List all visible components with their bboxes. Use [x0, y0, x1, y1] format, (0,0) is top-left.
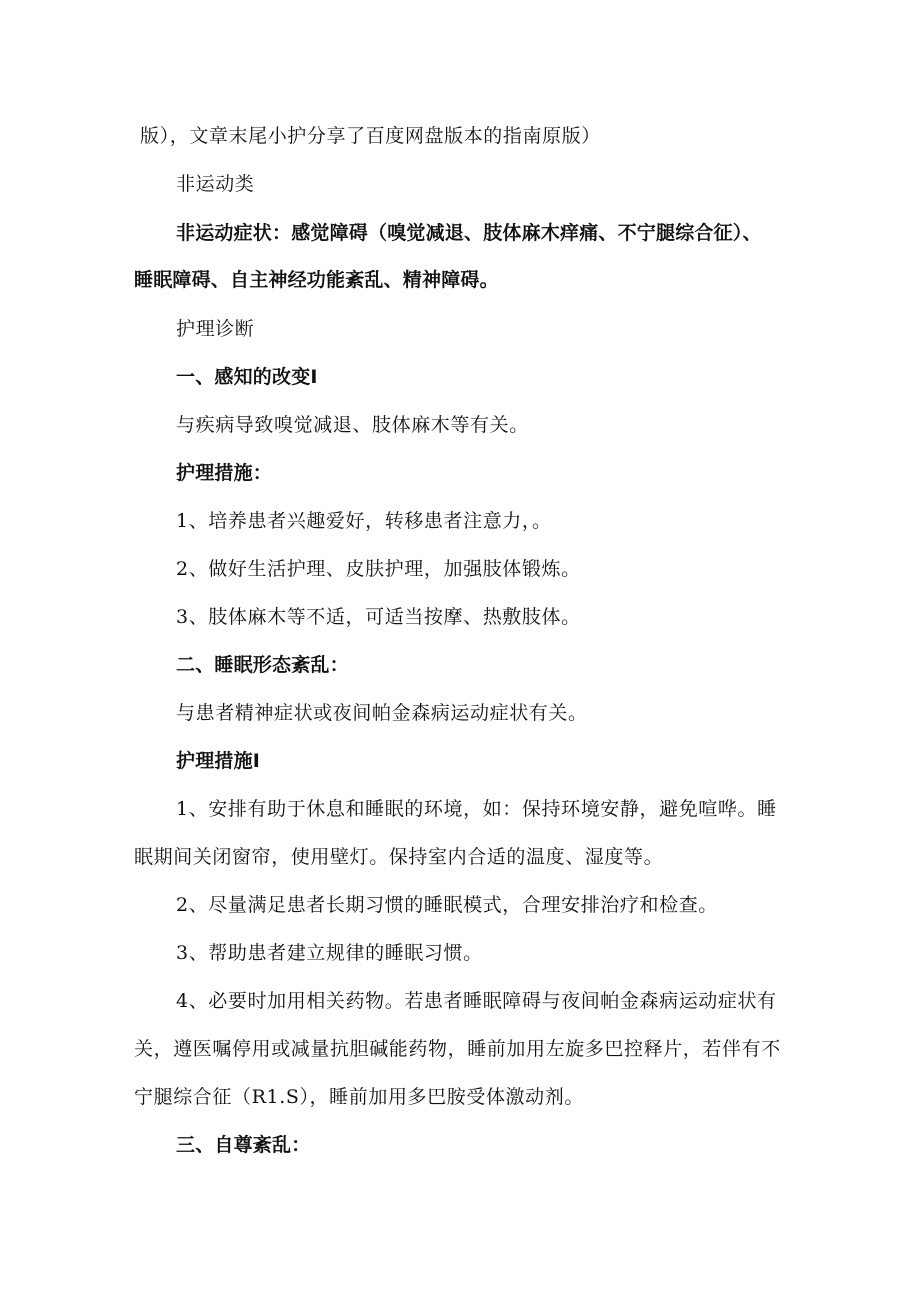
paragraph-line: 非运动症状：感觉障碍（嗅觉减退、肢体麻木痒痛、不宁腿综合征）、	[176, 222, 762, 244]
list-item: 2、尽量满足患者长期习惯的睡眠模式，合理安排治疗和检查。	[176, 894, 718, 916]
section-label: 护理诊断	[176, 318, 255, 340]
paragraph-line: 版），文章末尾小护分享了百度网盘版本的指南原版）	[140, 125, 601, 147]
heading: 三、自尊紊乱：	[176, 1134, 311, 1156]
section-label: 非运动类	[176, 173, 255, 195]
heading: 二、睡眠形态紊乱：	[176, 654, 349, 676]
paragraph-line: 与疾病导致嗅觉减退、肢体麻木等有关。	[176, 414, 529, 436]
paragraph-line: 睡眠障碍、自主神经功能紊乱、精神障碍。	[134, 269, 499, 291]
list-item-continuation: 眠期间关闭窗帘，使用壁灯。保持室内合适的温度、湿度等。	[134, 846, 664, 868]
heading: 护理措施：	[176, 462, 273, 484]
list-item-continuation: 宁腿综合征（R1.S），睡前加用多巴胺受体激动剂。	[134, 1086, 584, 1108]
list-item: 4、必要时加用相关药物。若患者睡眠障碍与夜间帕金森病运动症状有	[176, 990, 777, 1012]
list-item: 1、培养患者兴趣爱好，转移患者注意力，。	[176, 510, 552, 532]
paragraph-line: 与患者精神症状或夜间帕金森病运动症状有关。	[176, 702, 588, 724]
list-item-continuation: 关，遵医嘱停用或减量抗胆碱能药物，睡前加用左旋多巴控释片，若伴有不	[134, 1038, 781, 1060]
list-item: 3、肢体麻木等不适，可适当按摩、热敷肢体。	[176, 606, 581, 628]
list-item: 1、安排有助于休息和睡眠的环境，如：保持环境安静，避免喧哗。睡	[176, 798, 777, 820]
heading: 一、感知的改变I	[176, 366, 318, 388]
list-item: 3、帮助患者建立规律的睡眠习惯。	[176, 942, 483, 964]
heading: 护理措施I	[176, 750, 261, 772]
list-item: 2、做好生活护理、皮肤护理，加强肢体锻炼。	[176, 558, 581, 580]
